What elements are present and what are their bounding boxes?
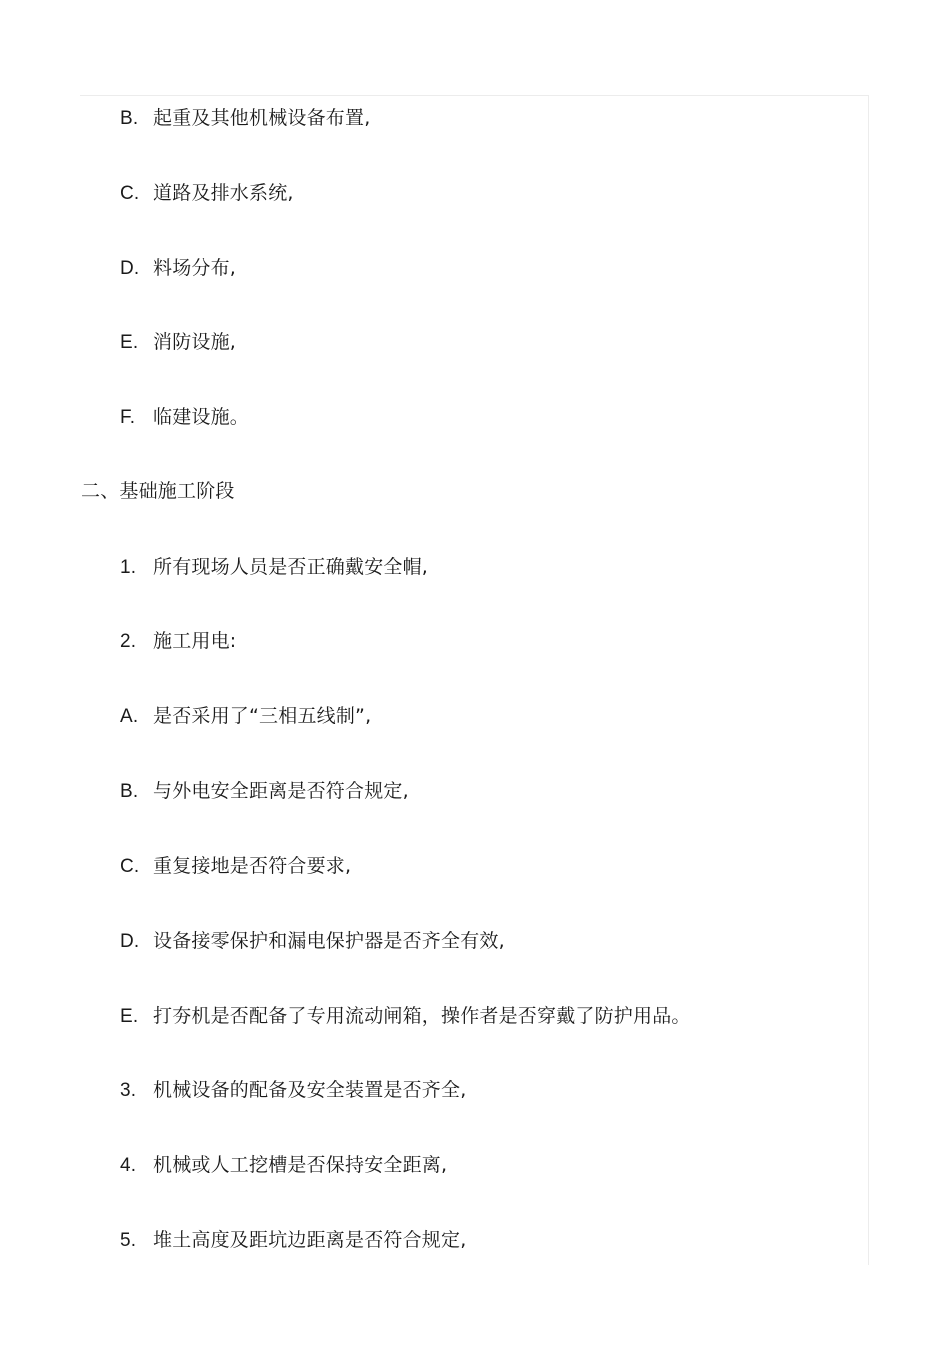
list-item-e-tamper-switchbox [120, 1004, 691, 1029]
list-marker: 1. [120, 557, 137, 578]
list-item-1-helmets [120, 555, 428, 580]
list-item-e-fire-facilities [120, 330, 236, 355]
list-marker: F. [120, 407, 136, 428]
list-marker: B. [120, 108, 139, 129]
list-item-d-leakage-protection [120, 929, 505, 954]
list-item-d-material-yard [120, 256, 236, 281]
list-item-text: 道路及排水系统, [153, 182, 294, 204]
list-item-text: 重复接地是否符合要求, [153, 855, 352, 877]
list-marker: 2. [120, 631, 137, 652]
list-item-text: 所有现场人员是否正确戴安全帽, [153, 556, 429, 578]
list-marker: C. [120, 183, 140, 204]
list-item-b-crane-layout [120, 106, 370, 131]
list-item-a-three-phase [120, 704, 371, 729]
list-marker: E. [120, 332, 139, 353]
list-item-text: 机械设备的配备及安全装置是否齐全, [153, 1079, 467, 1101]
list-item-text: 与外电安全距离是否符合规定, [153, 780, 409, 802]
list-item-text: 设备接零保护和漏电保护器是否齐全有效, [153, 930, 505, 952]
list-item-2-electricity [120, 629, 236, 654]
list-item-text: 是否采用了“三相五线制”, [153, 705, 372, 727]
section-heading-foundation-stage [81, 479, 235, 503]
list-item-text: 打夯机是否配备了专用流动闸箱，操作者是否穿戴了防护用品。 [153, 1005, 691, 1027]
list-item-f-temporary-facilities [120, 405, 249, 430]
list-marker: B. [120, 781, 139, 802]
list-marker: E. [120, 1006, 139, 1027]
list-item-4-trenching [120, 1153, 447, 1178]
list-item-3-machinery [120, 1078, 466, 1103]
list-marker: 5. [120, 1230, 137, 1251]
list-item-text: 消防设施, [153, 331, 237, 353]
list-item-text: 堆土高度及距坑边距离是否符合规定, [153, 1229, 467, 1251]
list-marker: C. [120, 856, 140, 877]
list-item-text: 起重及其他机械设备布置, [153, 107, 371, 129]
list-item-c-grounding [120, 854, 351, 879]
list-item-c-roads-drainage [120, 181, 294, 206]
list-item-text: 机械或人工挖槽是否保持安全距离, [153, 1154, 448, 1176]
list-item-text: 料场分布, [153, 257, 237, 279]
list-marker: D. [120, 258, 140, 279]
list-marker: 3. [120, 1080, 137, 1101]
list-marker: D. [120, 931, 140, 952]
list-item-text: 施工用电: [153, 630, 237, 652]
list-item-5-soil-pile [120, 1228, 466, 1253]
list-marker: A. [120, 706, 139, 727]
list-marker: 4. [120, 1155, 137, 1176]
list-item-b-safe-distance [120, 779, 409, 804]
section-heading-text: 二、基础施工阶段 [81, 480, 235, 502]
list-item-text: 临建设施。 [153, 406, 250, 428]
